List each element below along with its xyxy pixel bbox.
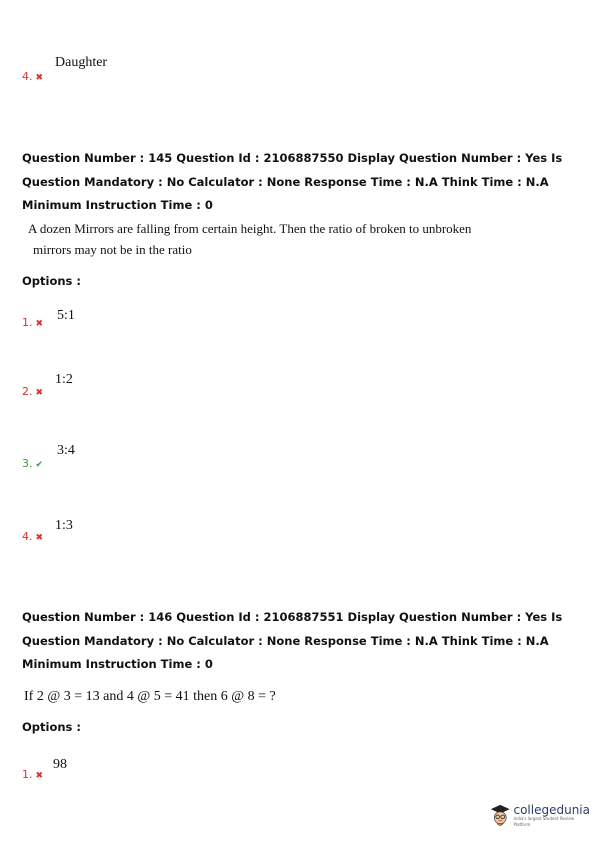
cross-icon: ✖ (35, 771, 44, 781)
q146-option-1 (22, 768, 43, 781)
logo-name: collegedunia (513, 803, 590, 817)
option-number: 2. (22, 385, 33, 398)
question-145-options-label: Options : (22, 274, 81, 288)
cross-icon: ✖ (35, 73, 44, 83)
question-146-header: Question Number : 146 Question Id : 2106887551 Display Question Number : Yes Is Question Mandatory : No Calculator : None Response Time : N.A Think Time : N.A Minimum Instruction Time : 0 (22, 610, 563, 671)
q145-option-1 (22, 316, 43, 329)
q146-option-1-text: 98 (53, 757, 67, 772)
q145-option-4-text: 1:3 (55, 518, 73, 533)
q145-option-2-text: 1:2 (55, 372, 73, 387)
logo-tagline: India's largest Student Review Platform (513, 816, 575, 827)
mascot-icon (490, 802, 510, 830)
cross-icon: ✖ (35, 388, 44, 398)
question-145-text-line2: mirrors may not be in the ratio (33, 242, 192, 257)
cross-icon: ✖ (35, 533, 44, 543)
collegedunia-logo (490, 800, 590, 832)
cross-icon: ✖ (35, 319, 44, 329)
prev-option-text: Daughter (55, 55, 108, 70)
option-number: 3. (22, 457, 33, 470)
question-145-text-line1: A dozen Mirrors are falling from certain height. Then the ratio of broken to unbroken (28, 221, 472, 236)
option-number: 4. (22, 70, 33, 83)
question-146-options-label: Options : (22, 720, 81, 734)
q145-option-3 (22, 457, 43, 470)
option-number: 1. (22, 768, 33, 781)
option-number: 1. (22, 316, 33, 329)
prev-option-number (22, 70, 43, 83)
option-number: 4. (22, 530, 33, 543)
question-145-header: Question Number : 145 Question Id : 2106887550 Display Question Number : Yes Is Question Mandatory : No Calculator : None Response Time : N.A Think Time : N.A Minimum Instruction Time : 0 (22, 151, 563, 212)
q145-option-1-text: 5:1 (57, 308, 75, 323)
q145-option-3-text: 3:4 (57, 443, 75, 458)
check-icon: ✔ (35, 460, 44, 470)
q145-option-2 (22, 385, 43, 398)
question-146-text: If 2 @ 3 = 13 and 4 @ 5 = 41 then 6 @ 8 = ? (24, 689, 276, 704)
q145-option-4 (22, 530, 43, 543)
